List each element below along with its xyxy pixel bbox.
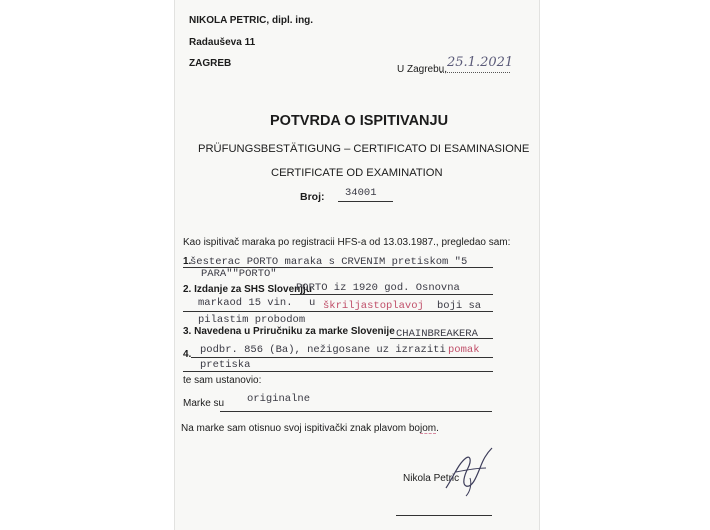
- conclusion-lead: te sam ustanovio:: [183, 375, 262, 386]
- issuer-name: NIKOLA PETRIC, dipl. ing.: [189, 15, 314, 26]
- item2-line2b: u: [309, 297, 316, 309]
- item4-line1a: podbr. 856 (Ba), nežigosane uz izraziti: [200, 344, 446, 356]
- number-label: Broj:: [300, 191, 325, 203]
- item2-line3: pilastim probodom: [198, 314, 306, 326]
- title-main: POTVRDA O ISPITIVANJU: [270, 113, 449, 129]
- marks-underline: [220, 411, 492, 412]
- item1-line2: PARA""PORTO": [201, 268, 277, 280]
- item3-value: CHAINBREAKERA: [396, 328, 478, 340]
- title-en: CERTIFICATE OD EXAMINATION: [271, 167, 443, 179]
- item4-line2: pretiska: [200, 359, 251, 371]
- item3-underline: [390, 338, 493, 339]
- item3-label: 3. Navedena u Priručniku za marke Slovenije: [183, 326, 395, 337]
- title-de-it: PRÜFUNGSBESTÄTIGUNG – CERTIFICATO DI ESAMINASIONE: [198, 143, 530, 155]
- marks-value: originalne: [247, 393, 311, 405]
- item2-underline1: [290, 294, 493, 295]
- date-line: [440, 72, 510, 73]
- place-label: U Zagrebu,: [397, 64, 448, 75]
- number-value: 34001: [345, 187, 377, 199]
- signature-scribble: [436, 438, 496, 498]
- signature-line: [396, 515, 492, 516]
- place-date: 25.1.2021: [447, 55, 514, 70]
- signature-name: Nikola Petric: [403, 473, 460, 484]
- intro-text: Kao ispitivač maraka po registracii HFS-a od 13.03.1987., pregledao sam:: [183, 237, 511, 248]
- item4-underline2: [183, 371, 493, 372]
- number-line: [338, 201, 393, 202]
- item4-line1b: pomak: [448, 344, 480, 356]
- item4-number: 4.: [183, 349, 192, 360]
- stamp-mark: [420, 433, 436, 434]
- stamp-note: Na marke sam otisnuo svoj ispitivački znak plavom bojom.: [181, 423, 439, 434]
- item2-label: 2. Izdanje za SHS Slovenjju: [183, 284, 312, 295]
- item1-number: 1.: [183, 256, 192, 267]
- issuer-city: ZAGREB: [189, 58, 232, 69]
- item2-colour-text: škriljastoplavoj: [323, 300, 424, 312]
- item4-underline: [191, 357, 493, 358]
- item2-underline2: [183, 311, 493, 312]
- marks-label: Marke su: [183, 398, 225, 409]
- item2-line2a: markaod 15 vin.: [198, 297, 293, 309]
- item2-line2d: boji sa: [437, 300, 482, 312]
- issuer-street: Radauševa 11: [189, 37, 256, 48]
- item1-line1: šesterac PORTO maraka s CRVENIM pretiskom "5: [190, 256, 468, 268]
- item2-line1: PORTO iz 1920 god. Osnovna: [296, 282, 460, 294]
